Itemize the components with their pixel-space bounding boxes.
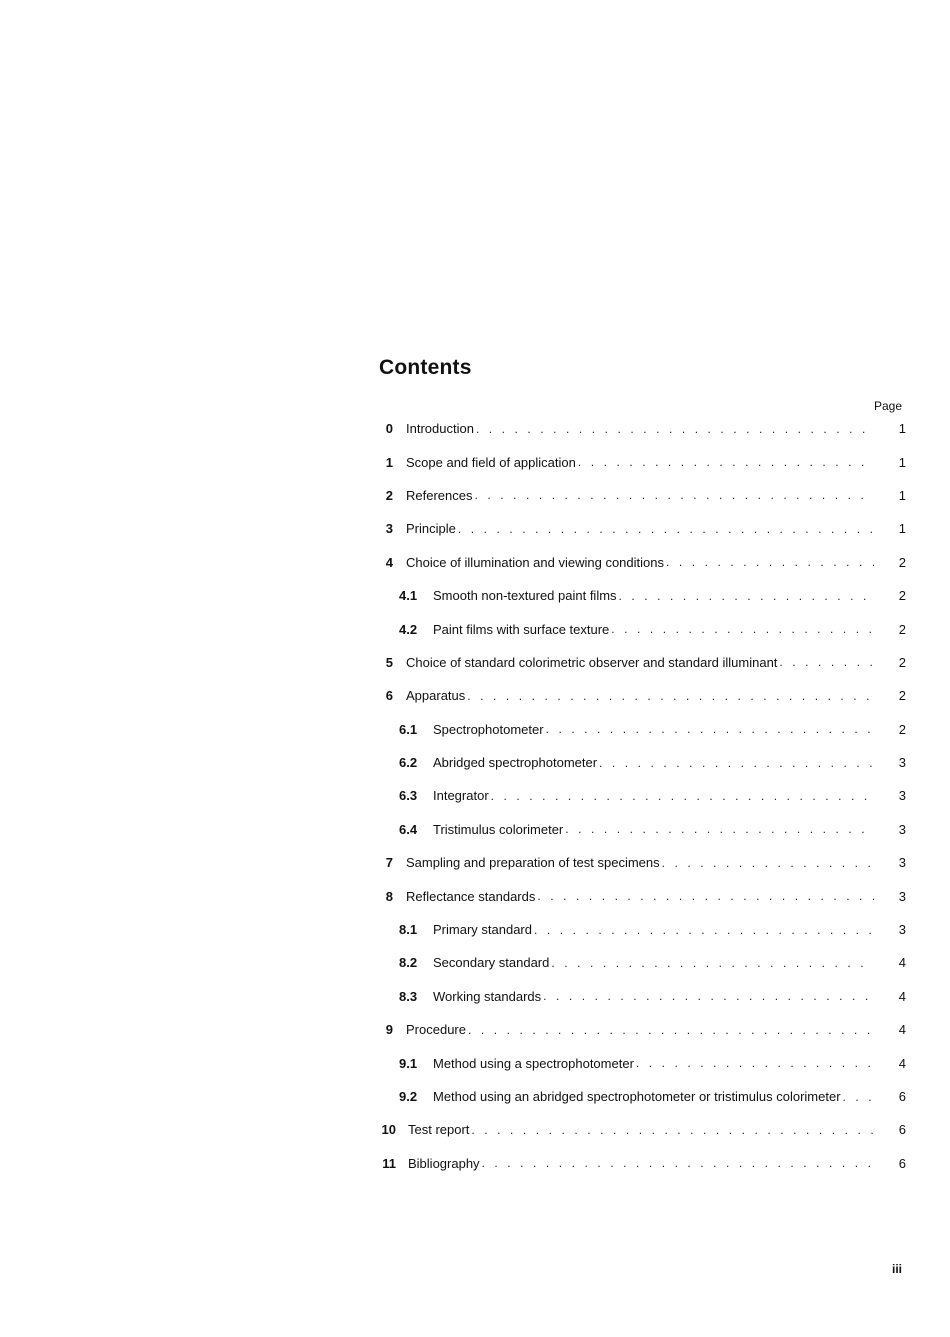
toc-subentry[interactable]	[379, 779, 909, 812]
toc-page: 4	[898, 1022, 906, 1038]
toc-label: Working standards	[433, 988, 542, 1004]
dot-leader	[779, 655, 874, 669]
toc-number: 5	[385, 654, 393, 670]
toc-number: 7	[385, 855, 393, 871]
toc-label: Introduction	[406, 421, 474, 437]
toc-entry[interactable]	[379, 1113, 909, 1146]
dot-leader	[458, 522, 874, 536]
toc-label: Tristimulus colorimeter	[433, 821, 564, 837]
dot-leader	[843, 1090, 874, 1104]
toc-page: 4	[898, 988, 906, 1004]
toc-number: 3	[385, 521, 393, 537]
toc-page: 1	[898, 487, 906, 503]
toc-label: Procedure	[406, 1022, 466, 1038]
toc-label: Principle	[406, 521, 456, 537]
toc-label: Reflectance standards	[406, 888, 536, 904]
toc-label: References	[406, 487, 473, 503]
dot-leader	[619, 589, 874, 603]
toc-number: 10	[381, 1122, 396, 1138]
toc-number: 2	[385, 487, 393, 503]
toc-label: Sampling and preparation of test specimens	[406, 855, 660, 871]
toc-number: 4.2	[399, 621, 418, 637]
toc-page: 3	[898, 821, 906, 837]
toc-entry[interactable]	[379, 1013, 909, 1046]
toc-page: 3	[898, 922, 906, 938]
toc-number: 4.1	[399, 588, 418, 604]
toc-subentry[interactable]	[379, 612, 909, 645]
toc-page: 2	[898, 721, 906, 737]
page-title: Contents	[379, 356, 472, 379]
toc-label: Method using a spectrophotometer	[433, 1055, 634, 1071]
toc-page: 2	[898, 588, 906, 604]
dot-leader	[474, 488, 874, 502]
toc-entry[interactable]	[379, 512, 909, 545]
toc-number: 1	[385, 454, 393, 470]
toc-subentry[interactable]	[379, 579, 909, 612]
toc-number: 6	[385, 688, 393, 704]
dot-leader	[551, 956, 874, 970]
toc-subentry[interactable]	[379, 713, 909, 746]
toc-page: 3	[898, 788, 906, 804]
toc-number: 11	[382, 1155, 396, 1171]
dot-leader	[537, 889, 874, 903]
toc-page: 1	[898, 421, 906, 437]
toc-page: 3	[898, 755, 906, 771]
toc-label: Method using an abridged spectrophotometer or tristimulus colorimeter	[433, 1089, 841, 1104]
dot-leader	[666, 555, 874, 569]
toc-page: 2	[898, 654, 906, 670]
toc-number: 9.2	[399, 1089, 418, 1104]
toc-label: Abridged spectrophotometer	[433, 755, 598, 771]
toc-entry[interactable]	[379, 412, 909, 445]
toc-page: 6	[898, 1122, 906, 1138]
page-column-header: Page	[873, 399, 902, 413]
toc-number: 8.3	[399, 988, 418, 1004]
dot-leader	[578, 455, 874, 469]
toc-subentry[interactable]	[379, 813, 909, 846]
toc-label: Choice of illumination and viewing conditions	[406, 554, 664, 570]
toc-page: 1	[898, 454, 906, 470]
toc-number: 6.2	[399, 755, 418, 771]
dot-leader	[471, 1123, 874, 1137]
toc-page: 6	[898, 1089, 906, 1104]
page-number: iii	[892, 1262, 903, 1276]
toc-entry[interactable]	[379, 546, 909, 579]
toc-label: Primary standard	[433, 922, 532, 938]
toc-label: Paint films with surface texture	[433, 621, 610, 637]
toc-subentry[interactable]	[379, 1046, 909, 1079]
toc-subentry[interactable]	[379, 913, 909, 946]
dot-leader	[599, 756, 874, 770]
dot-leader	[611, 622, 874, 636]
toc-number: 8	[385, 888, 393, 904]
toc-number: 6.1	[399, 721, 418, 737]
toc-label: Choice of standard colorimetric observer and standard illuminant	[406, 654, 778, 670]
toc-label: Secondary standard	[433, 955, 550, 971]
toc-page: 4	[898, 955, 906, 971]
toc-number: 8.2	[399, 955, 418, 971]
dot-leader	[534, 923, 874, 937]
dot-leader	[491, 789, 874, 803]
toc-entry[interactable]	[379, 445, 909, 478]
dot-leader	[482, 1156, 874, 1170]
table-of-contents	[379, 412, 909, 1180]
toc-label: Test report	[408, 1122, 470, 1138]
toc-label: Apparatus	[406, 688, 466, 704]
toc-page: 2	[898, 554, 906, 570]
dot-leader	[476, 422, 874, 436]
toc-page: 2	[898, 688, 906, 704]
toc-label: Scope and field of application	[406, 454, 576, 470]
toc-subentry[interactable]	[379, 980, 909, 1013]
toc-number: 6.4	[399, 821, 418, 837]
dot-leader	[662, 856, 874, 870]
toc-subentry[interactable]	[379, 746, 909, 779]
toc-entry[interactable]	[379, 846, 909, 879]
dot-leader	[565, 822, 874, 836]
toc-label: Spectrophotometer	[433, 721, 544, 737]
toc-entry[interactable]	[379, 1147, 909, 1180]
toc-page: 4	[898, 1055, 906, 1071]
toc-page: 2	[898, 621, 906, 637]
toc-number: 9	[385, 1022, 393, 1038]
toc-label: Bibliography	[408, 1155, 480, 1171]
toc-page: 3	[898, 888, 906, 904]
toc-number: 4	[385, 554, 393, 570]
toc-number: 0	[385, 421, 393, 437]
toc-entry[interactable]	[379, 679, 909, 712]
toc-number: 8.1	[399, 922, 418, 938]
toc-number: 6.3	[399, 788, 418, 804]
toc-entry[interactable]	[379, 646, 909, 679]
toc-page: 1	[898, 521, 906, 537]
toc-page: 6	[898, 1155, 906, 1171]
dot-leader	[546, 722, 874, 736]
dot-leader	[467, 689, 874, 703]
dot-leader	[468, 1023, 874, 1037]
toc-label: Integrator	[433, 788, 489, 804]
dot-leader	[543, 989, 874, 1003]
toc-label: Smooth non-textured paint films	[433, 588, 617, 604]
toc-subentry[interactable]	[379, 1080, 909, 1113]
toc-subentry[interactable]	[379, 946, 909, 979]
toc-entry[interactable]	[379, 479, 909, 512]
toc-page: 3	[898, 855, 906, 871]
toc-entry[interactable]	[379, 879, 909, 912]
toc-number: 9.1	[399, 1055, 418, 1071]
dot-leader	[636, 1056, 874, 1070]
